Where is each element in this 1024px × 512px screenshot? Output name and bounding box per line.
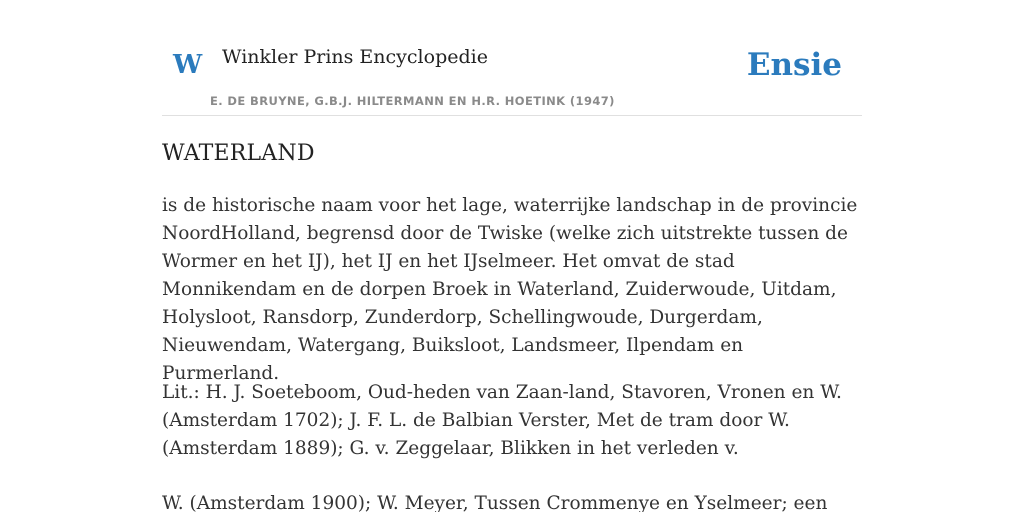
entry-title: WATERLAND (162, 141, 315, 166)
entry-literature-continued: W. (Amsterdam 1900); W. Meyer, Tussen Crommenye en Yselmeer; een (162, 493, 828, 512)
entry-literature: Lit.: H. J. Soeteboom, Oud-heden van Zaan-land, Stavoren, Vronen en W. (Amsterdam 1702); J. F. L. de Balbian Verster, Met de tram door W. (Amsterdam 1889); G. v. Zeggelaar, Blikken in het verleden v. (162, 382, 842, 459)
entry-paragraph: is de historische naam voor het lage, waterrijke landschap in de provincie NoordHolland, begrensd door de Twiske (welke zich uitstrekte tussen de Wormer en het IJ), het IJ en het IJselmeer. Het omvat de stad Monnikendam en de dorpen Broek in Waterland, Zuiderwoude, Uitdam, Holysloot, Ransdorp, Zunderdorp, Schellingwoude, Durgerdam, Nieuwendam, Watergang, Buiksloot, Landsmeer, Ilpendam en Purmerland. (162, 195, 858, 384)
encyclopedia-page (162, 0, 862, 512)
publication-authors: E. DE BRUYNE, G.B.J. HILTERMANN EN H.R. HOETINK (1947) (210, 94, 615, 108)
encyclopedia-logo[interactable]: W (173, 50, 203, 80)
publication-title[interactable]: Winkler Prins Encyclopedie (222, 46, 488, 68)
brand-logo[interactable]: Ensie (746, 47, 842, 83)
page-header (162, 0, 862, 116)
